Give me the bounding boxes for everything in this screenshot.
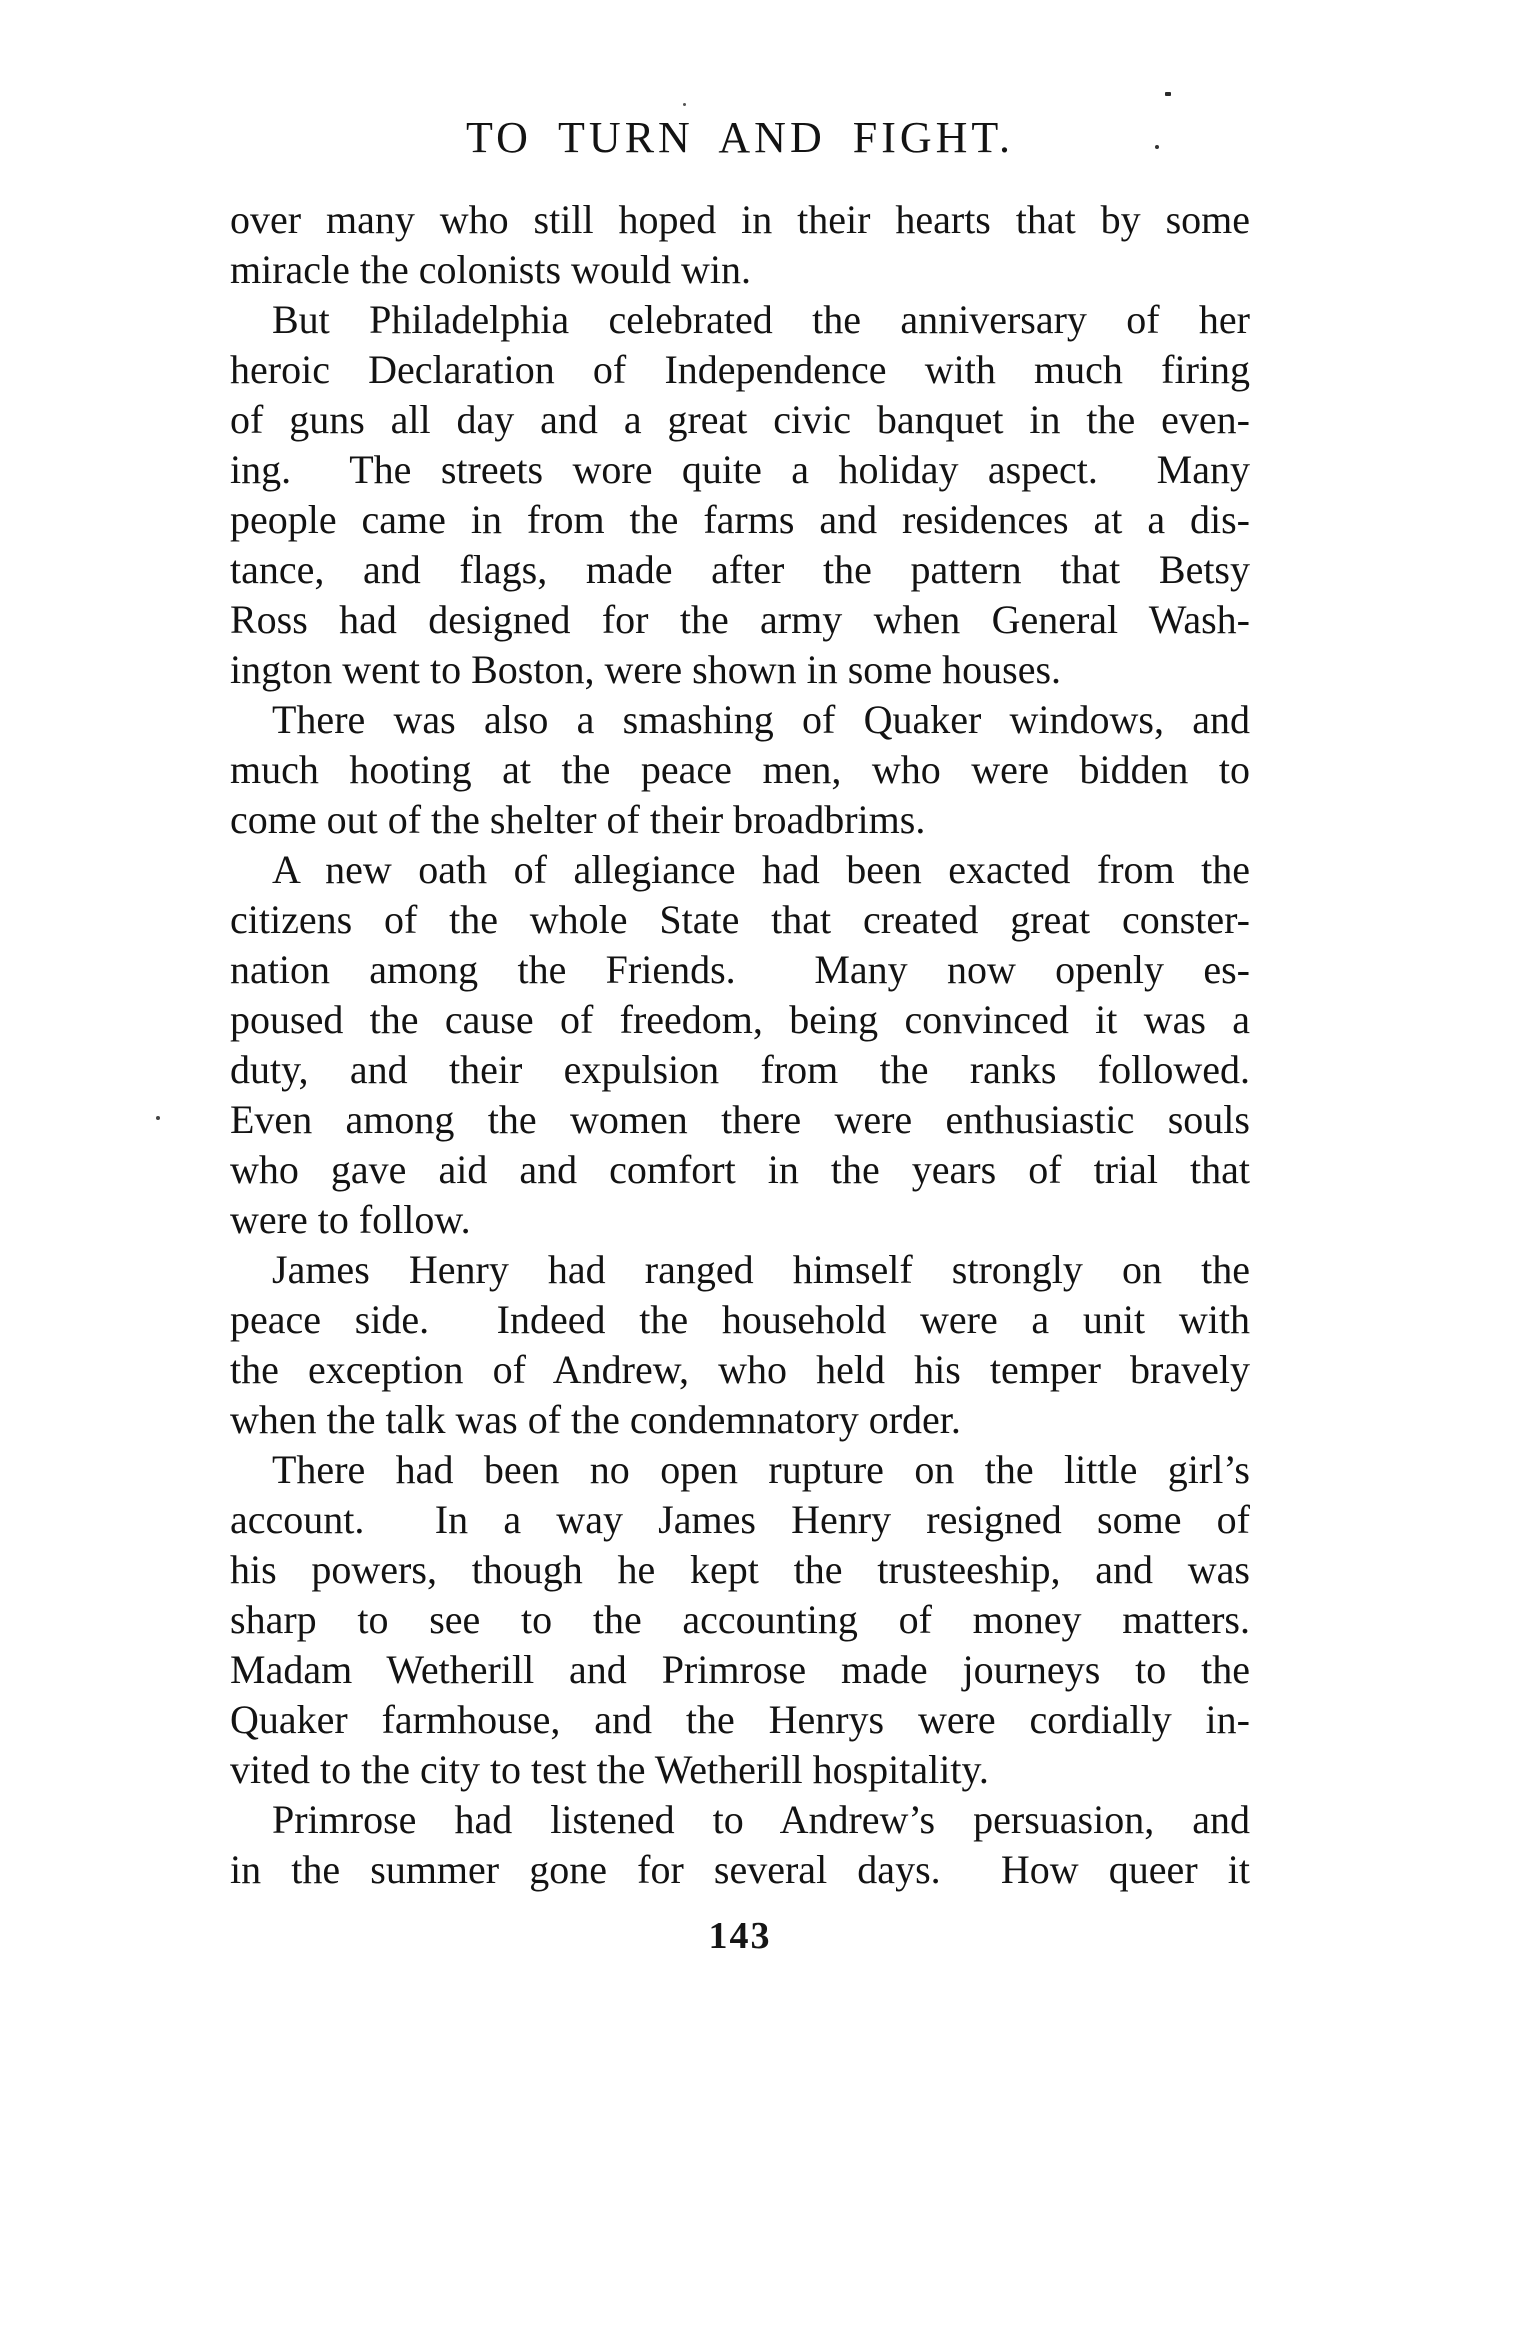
text-line: But Philadelphia celebrated the anniversary of her bbox=[272, 297, 1250, 342]
text-line: Madam Wetherill and Primrose made journeys to the bbox=[230, 1647, 1250, 1692]
paragraph bbox=[230, 195, 1250, 295]
scan-speck bbox=[156, 1116, 160, 1120]
text-line: his powers, though he kept the trusteeship, and was bbox=[230, 1547, 1250, 1592]
text-line: citizens of the whole State that created great conster- bbox=[230, 897, 1250, 942]
text-block bbox=[230, 195, 1250, 1895]
text-line: much hooting at the peace men, who were bidden to bbox=[230, 747, 1250, 792]
text-line: nation among the Friends. Many now openly es- bbox=[230, 947, 1250, 992]
text-line: There had been no open rupture on the little girl’s bbox=[272, 1447, 1250, 1492]
text-line: Quaker farmhouse, and the Henrys were cordially in- bbox=[230, 1697, 1250, 1742]
text-line: come out of the shelter of their broadbrims. bbox=[230, 797, 926, 842]
text-line: in the summer gone for several days. How queer it bbox=[230, 1847, 1250, 1892]
text-line: were to follow. bbox=[230, 1197, 471, 1242]
text-line: when the talk was of the condemnatory order. bbox=[230, 1397, 961, 1442]
text-line: the exception of Andrew, who held his temper bravely bbox=[230, 1347, 1250, 1392]
text-line: ington went to Boston, were shown in some houses. bbox=[230, 647, 1062, 692]
text-line: ing. The streets wore quite a holiday aspect. Many bbox=[230, 447, 1250, 492]
text-line: Ross had designed for the army when General Wash- bbox=[230, 597, 1250, 642]
text-line: miracle the colonists would win. bbox=[230, 247, 752, 292]
text-line: vited to the city to test the Wetherill hospitality. bbox=[230, 1747, 989, 1792]
paragraph bbox=[230, 695, 1250, 845]
text-line: of guns all day and a great civic banquet in the even- bbox=[230, 397, 1250, 442]
scan-speck bbox=[1165, 92, 1171, 96]
text-line: James Henry had ranged himself strongly on the bbox=[272, 1247, 1250, 1292]
text-line: who gave aid and comfort in the years of trial that bbox=[230, 1147, 1250, 1192]
paragraph bbox=[230, 1795, 1250, 1895]
paragraph bbox=[230, 1445, 1250, 1795]
text-line: Even among the women there were enthusiastic souls bbox=[230, 1097, 1250, 1142]
text-line: peace side. Indeed the household were a unit with bbox=[230, 1297, 1250, 1342]
paragraph bbox=[230, 845, 1250, 1245]
page-number: 143 bbox=[708, 1915, 772, 1957]
text-line: Primrose had listened to Andrew’s persuasion, and bbox=[272, 1797, 1250, 1842]
paragraph bbox=[230, 295, 1250, 695]
text-line: poused the cause of freedom, being convinced it was a bbox=[230, 997, 1250, 1042]
paragraph bbox=[230, 1245, 1250, 1445]
text-line: over many who still hoped in their hearts that by some bbox=[230, 197, 1250, 242]
text-line: people came in from the farms and residences at a dis- bbox=[230, 497, 1250, 542]
text-line: sharp to see to the accounting of money matters. bbox=[230, 1597, 1250, 1642]
scan-speck bbox=[683, 103, 686, 106]
text-line: account. In a way James Henry resigned some of bbox=[230, 1497, 1250, 1542]
text-line: There was also a smashing of Quaker windows, and bbox=[272, 697, 1250, 742]
text-line: duty, and their expulsion from the ranks followed. bbox=[230, 1047, 1250, 1092]
text-line: A new oath of allegiance had been exacted from the bbox=[272, 847, 1250, 892]
running-header: TO TURN AND FIGHT. bbox=[465, 113, 1015, 162]
text-line: tance, and flags, made after the pattern that Betsy bbox=[230, 547, 1250, 592]
text-line: heroic Declaration of Independence with much firing bbox=[230, 347, 1250, 392]
